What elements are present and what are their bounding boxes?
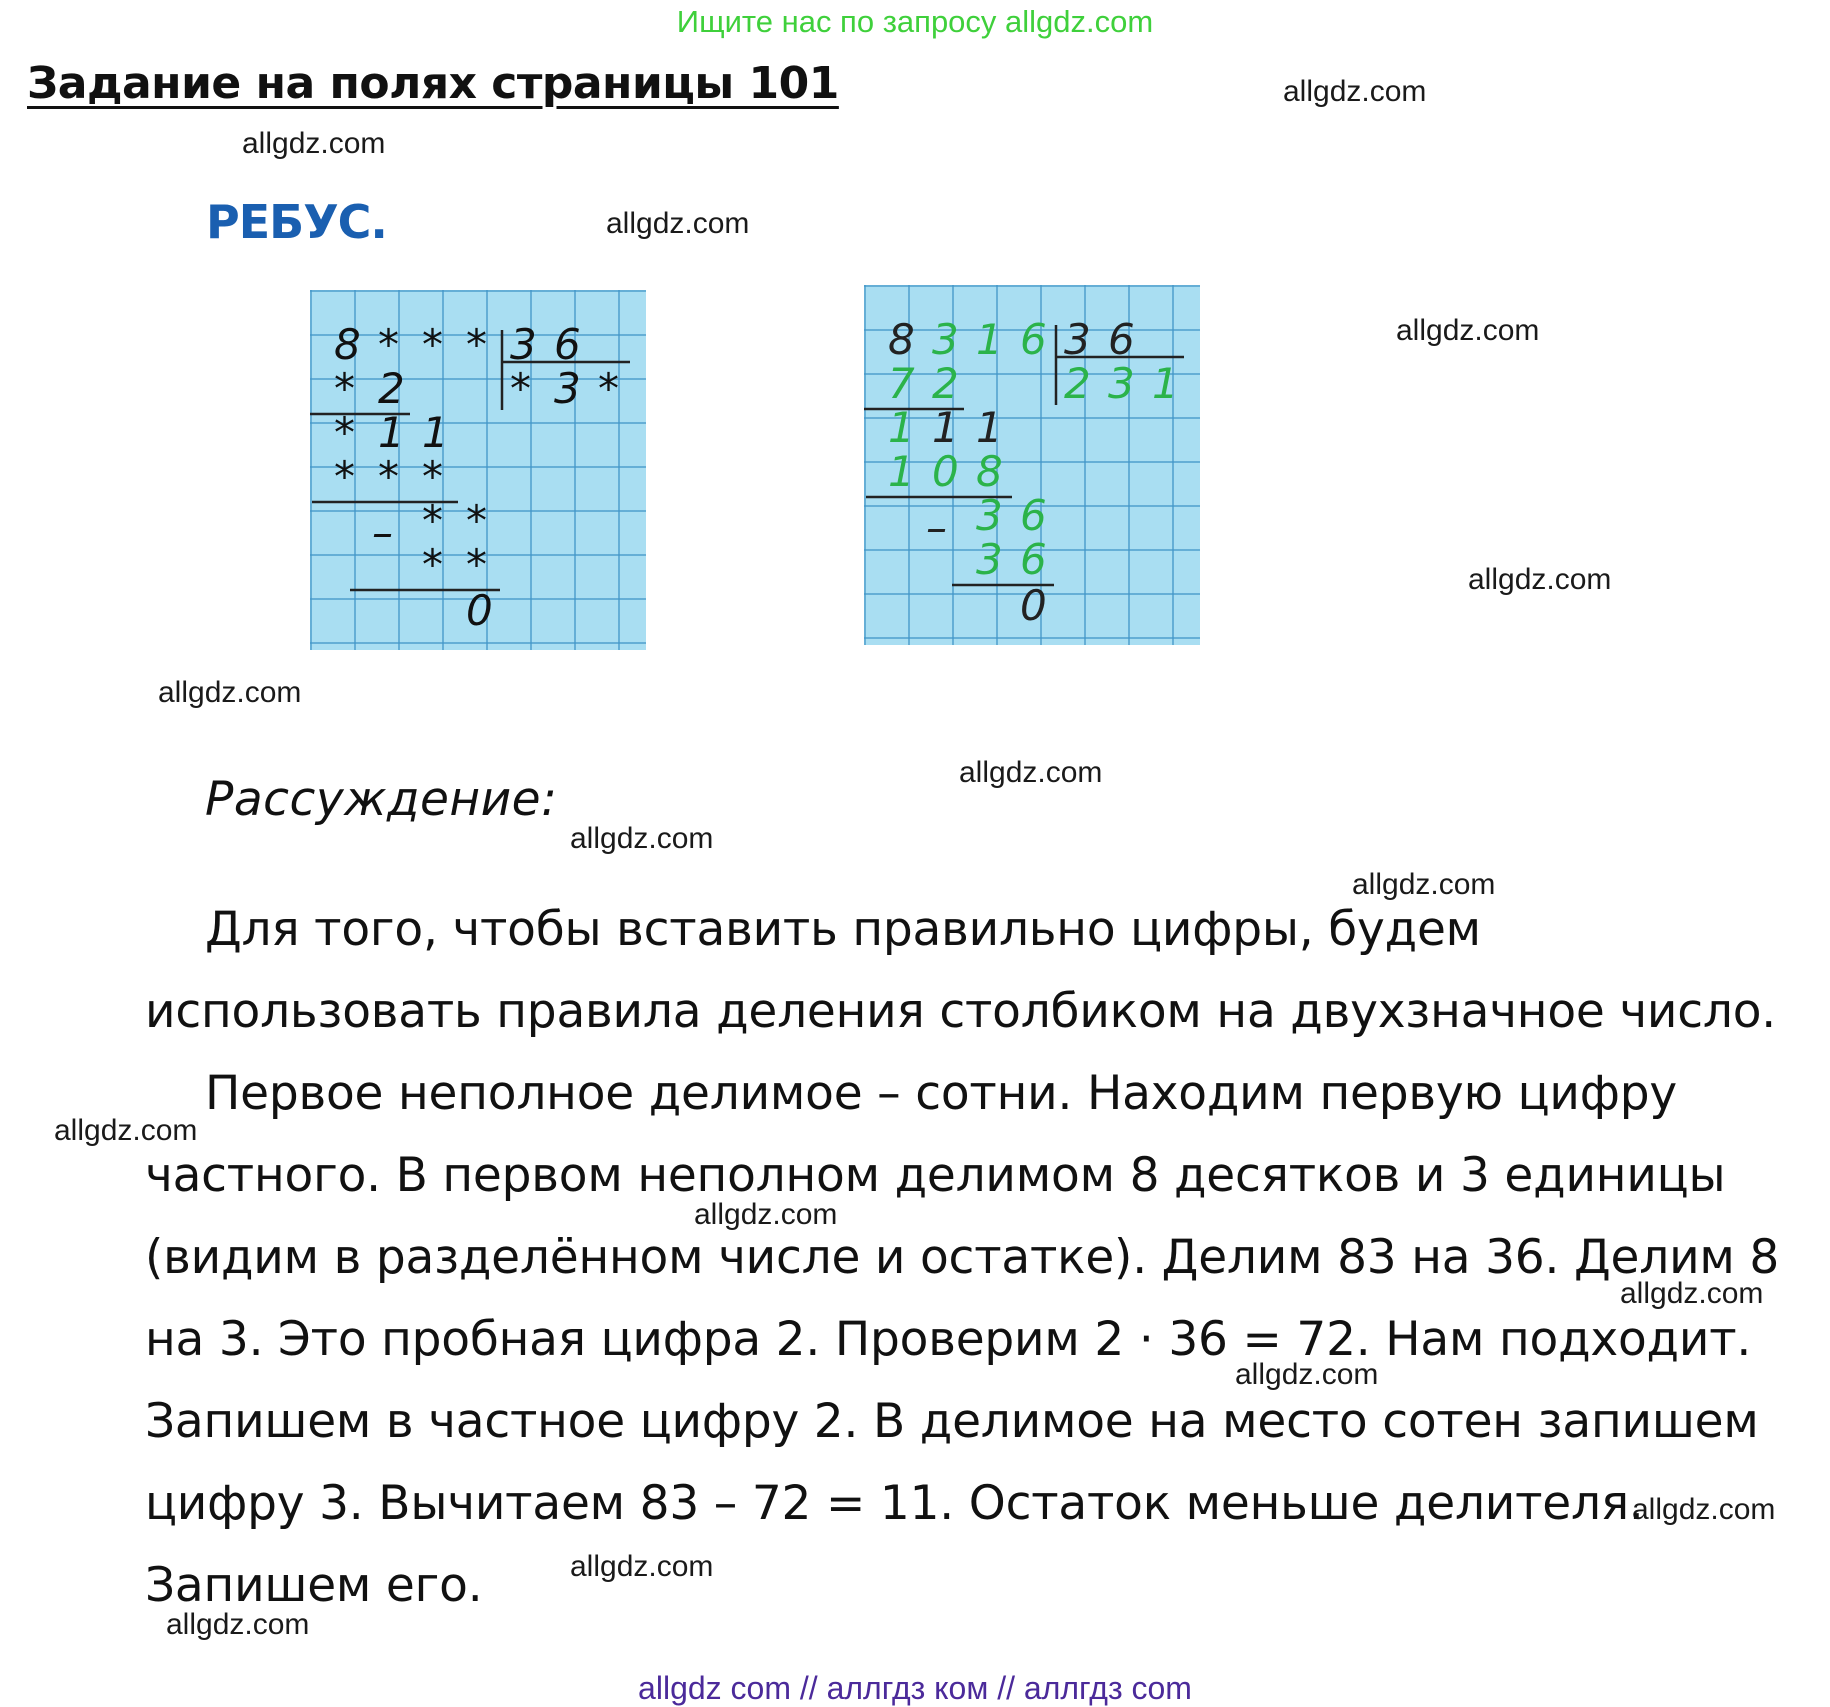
watermark: allgdz.com [1396,314,1540,347]
star: * [466,496,487,545]
digit-filled: 1 [1152,359,1179,408]
paragraph-line: на 3. Это пробная цифра 2. Проверим 2 · 36 = 72. Нам подходит. [145,1312,1752,1367]
digit-filled: 8 [976,447,1003,496]
digit: 3 [510,320,537,369]
paragraph-line: цифру 3. Вычитаем 83 – 72 = 11. Остаток меньше делителя. [145,1476,1644,1531]
digit-filled: 7 [888,359,915,408]
paragraph-line: Запишем его. [145,1558,483,1613]
star: * [466,320,487,369]
reasoning-heading: Рассуждение: [205,772,558,827]
star: * [422,496,443,545]
watermark: allgdz.com [54,1114,198,1147]
star: * [378,320,399,369]
digit-filled: 6 [1020,491,1047,540]
watermark: allgdz.com [694,1198,838,1231]
watermark: allgdz.com [1620,1277,1764,1310]
star: * [334,364,355,413]
star: * [598,364,619,413]
digit-filled: 1 [888,403,915,452]
digit: 3 [1064,315,1091,364]
star: * [422,452,443,501]
watermark: allgdz.com [1235,1358,1379,1391]
star: * [422,320,443,369]
digit: 6 [1108,315,1135,364]
digit: 2 [378,364,405,413]
digit: 3 [554,364,581,413]
digit: 0 [1020,581,1047,630]
top-banner: Ищите нас по запросу allgdz.com [676,4,1154,39]
watermark: allgdz.com [158,676,302,709]
minus-sign: – [926,503,947,552]
digit-filled: 2 [1064,359,1091,408]
digit-filled: 3 [932,315,959,364]
digit-filled: 3 [976,491,1003,540]
digit-filled: 2 [932,359,959,408]
rebus-heading: РЕБУС. [206,195,387,249]
digit-filled: 6 [1020,315,1047,364]
digit-filled: 1 [888,447,915,496]
rebus-puzzle-right [864,285,1200,645]
watermark: allgdz.com [242,127,386,160]
star: * [422,540,443,589]
digit-filled: 3 [976,535,1003,584]
digit-filled: 3 [1108,359,1135,408]
paragraph-line: Первое неполное делимое – сотни. Находим первую цифру [205,1066,1677,1121]
digit: 1 [976,403,1003,452]
digit-filled: 0 [932,447,959,496]
page-title: Задание на полях страницы 101 [27,58,839,109]
star: * [378,452,399,501]
digit: 6 [554,320,581,369]
digit: 1 [378,408,405,457]
digit: 1 [932,403,959,452]
digit: 8 [888,315,915,364]
watermark: allgdz.com [1283,75,1427,108]
watermark: allgdz.com [570,822,714,855]
watermark: allgdz.com [166,1608,310,1641]
star: * [334,452,355,501]
watermark: allgdz.com [1632,1493,1776,1526]
paragraph-line: Для того, чтобы вставить правильно цифры, будем [205,902,1481,957]
paragraph-line: использовать правила деления столбиком на двухзначное число. [145,984,1777,1039]
paragraph-line: (видим в разделённом числе и остатке). Делим 83 на 36. Делим 8 [145,1230,1780,1285]
star: * [334,408,355,457]
digit: 0 [466,586,493,635]
watermark: allgdz.com [570,1550,714,1583]
watermark: allgdz.com [1468,563,1612,596]
watermark: allgdz.com [606,207,750,240]
digit: 8 [334,320,361,369]
watermark: allgdz.com [1352,868,1496,901]
digit-filled: 1 [976,315,1003,364]
digit: 1 [422,408,449,457]
paragraph-line: частного. В первом неполном делимом 8 десятков и 3 единицы [145,1148,1726,1203]
paragraph-line: Запишем в частное цифру 2. В делимое на место сотен запишем [145,1394,1759,1449]
star: * [466,540,487,589]
footer-watermark: allgdz com // аллгдз ком // аллгдз com [638,1670,1192,1706]
watermark: allgdz.com [959,756,1103,789]
digit-filled: 6 [1020,535,1047,584]
rebus-puzzle-left [310,290,646,650]
minus-sign: – [372,508,393,557]
star: * [510,364,531,413]
